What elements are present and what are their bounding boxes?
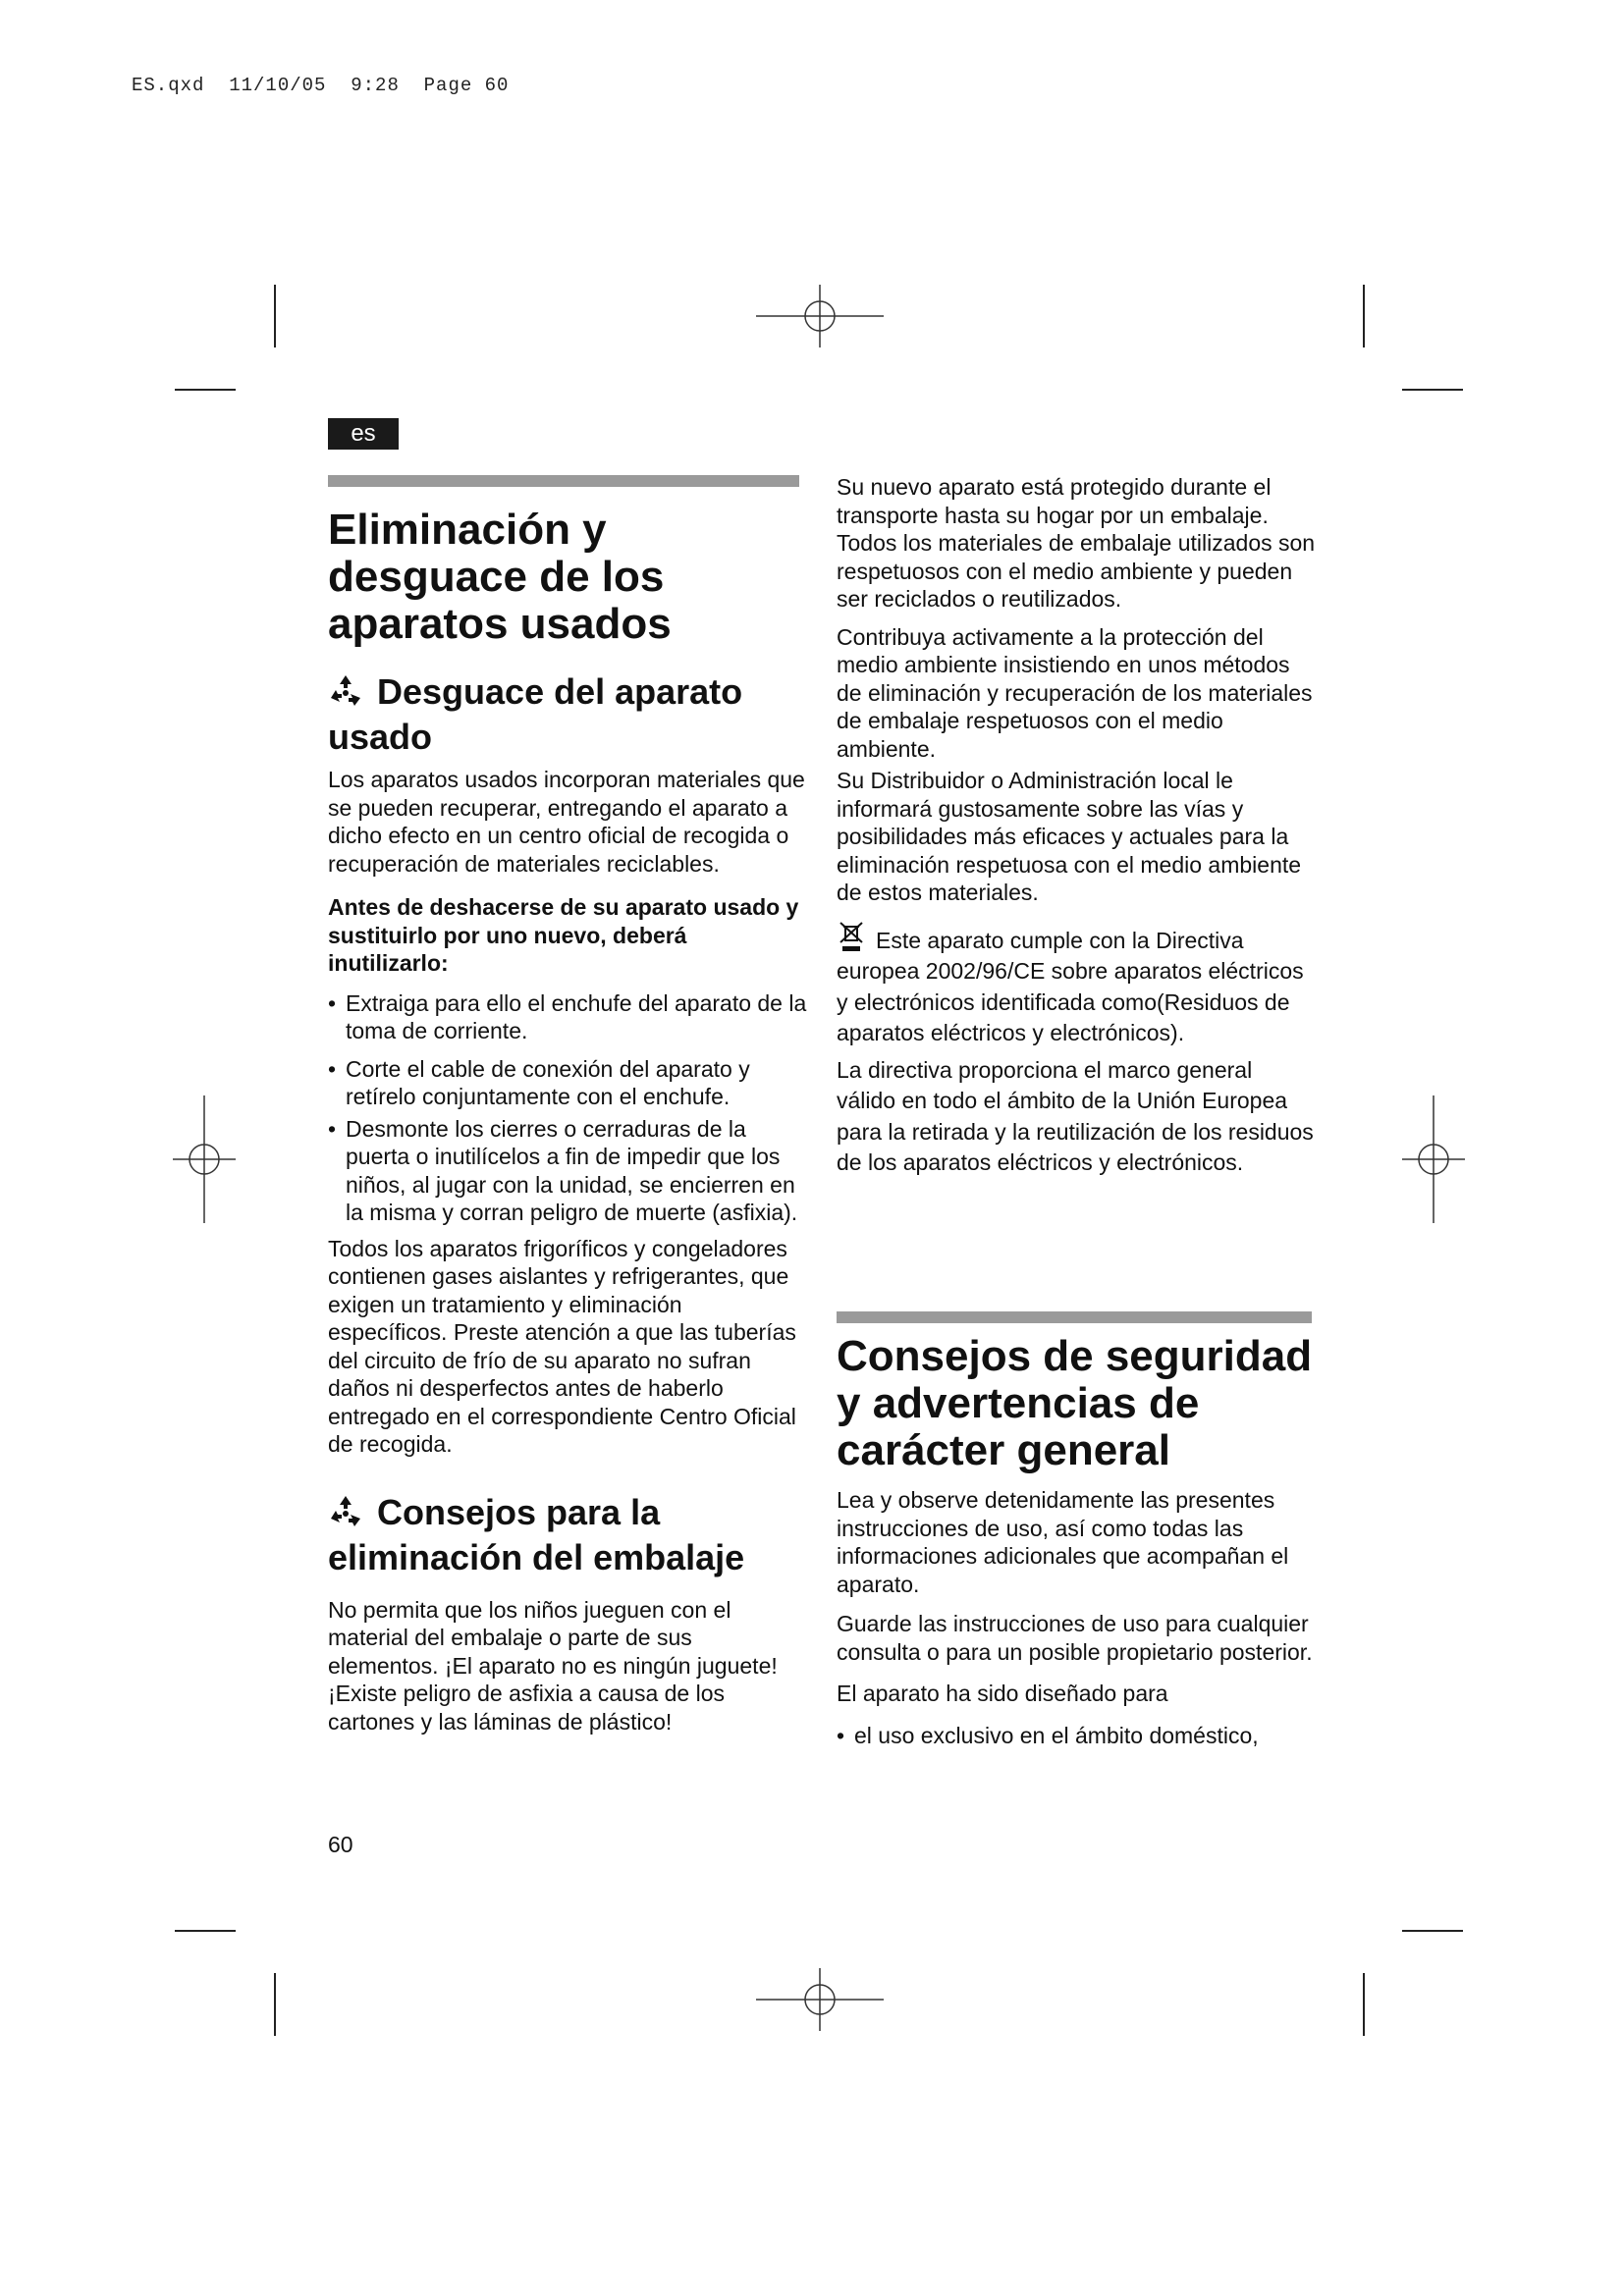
registration-mark-top [756, 285, 884, 347]
section-rule-right [837, 1311, 1312, 1323]
crop-mark-bottom-right-horizontal [1402, 1930, 1463, 1932]
refrigerant-paragraph: Todos los aparatos frigoríficos y congeladores contienen gases aislantes y refrigerantes, que exigen un tratamiento y eliminación específicos. Preste atención a que las tuberías del circuito de frío de su aparato no sufran daños ni desperfectos antes de haberlo entregado en el correspondiente Centro Oficial de recogida. [328, 1235, 796, 1457]
crossed-bin-icon [837, 921, 866, 952]
registration-mark-right [1402, 1095, 1465, 1223]
crop-mark-bottom-left-vertical [274, 1973, 276, 2036]
weee-paragraph [837, 921, 1316, 1049]
main-title: Eliminación y desguace de los aparatos usados [328, 506, 672, 648]
packaging-protection-paragraph: Su nuevo aparato está protegido durante el transporte hasta su hogar por un embalaje. Todos los materiales de embalaje utilizados son respetuosos con el medio ambiente y pueden ser reciclados o reutilizados. [837, 474, 1316, 612]
read-instructions-paragraph: Lea y observe detenidamente las presentes instrucciones de uso, así como todas las informaciones adicionales que acompañan el aparato. [837, 1487, 1289, 1597]
directive-paragraph: La directiva proporciona el marco general válido en todo el ámbito de la Unión Europea para la retirada y la reutilización de los residuos de los aparatos eléctricos y electrónicos. [837, 1056, 1314, 1175]
left-column [328, 507, 807, 1735]
disposal-steps-list [328, 989, 807, 1227]
section-rule-left [328, 475, 799, 487]
section-heading-disposal [328, 669, 807, 760]
crop-mark-bottom-left-horizontal [175, 1930, 236, 1932]
registration-mark-left [173, 1095, 236, 1223]
crop-mark-top-left-vertical [274, 285, 276, 347]
keep-instructions-paragraph: Guarde las instrucciones de uso para cualquier consulta o para un posible propietario posterior. [837, 1611, 1313, 1665]
distributor-paragraph: Su Distribuidor o Administración local le informará gustosamente sobre las vías y posibilidades más eficaces y actuales para la eliminación respetuosa con el medio ambiente de estos materiales. [837, 768, 1302, 905]
usage-list [837, 1722, 1316, 1750]
section-heading-disposal-text: Desguace del aparato usado [328, 671, 743, 757]
list-item: • el uso exclusivo en el ámbito doméstico, [837, 1722, 1316, 1750]
list-item: • Desmonte los cierres o cerraduras de la puerta o inutilícelos a fin de impedir que los niños, al jugar con la unidad, se encierren en la misma y corran peligro de muerte (asfixia). [328, 1115, 807, 1227]
crop-mark-top-right-vertical [1363, 285, 1365, 347]
disposal-warning: Antes de deshacerse de su aparato usado y sustituirlo por uno nuevo, deberá inutilizarlo: [328, 894, 799, 976]
list-item: • Corte el cable de conexión del aparato y retírelo conjuntamente con el enchufe. [328, 1055, 807, 1111]
recycle-icon [328, 672, 363, 708]
weee-paragraph-text: Este aparato cumple con la Directiva europea 2002/96/CE sobre aparatos eléctricos y electrónicos identificada como(Residuos de aparatos eléctricos y electrónicos). [837, 927, 1304, 1045]
crop-mark-top-right-horizontal [1402, 389, 1463, 391]
file-info-header: ES.qxd 11/10/05 9:28 Page 60 [132, 75, 510, 96]
crop-mark-top-left-horizontal [175, 389, 236, 391]
language-tag: es [328, 418, 399, 450]
right-column-lower [837, 1333, 1316, 1749]
section-heading-packaging-text: Consejos para la eliminación del embalaje [328, 1491, 745, 1577]
section-heading-packaging [328, 1490, 807, 1580]
right-column [837, 473, 1316, 1179]
safety-title: Consejos de seguridad y advertencias de carácter general [837, 1332, 1313, 1474]
list-item: • Extraiga para ello el enchufe del aparato de la toma de corriente. [328, 989, 807, 1045]
designed-for-paragraph: El aparato ha sido diseñado para [837, 1681, 1168, 1706]
registration-mark-bottom [756, 1968, 884, 2031]
recycle-icon [328, 1493, 363, 1528]
crop-mark-bottom-right-vertical [1363, 1973, 1365, 2036]
environment-paragraph: Contribuya activamente a la protección del medio ambiente insistiendo en unos métodos de eliminación y recuperación de los materiales de embalaje respetuosos con el medio ambiente. [837, 623, 1313, 762]
packaging-paragraph: No permita que los niños jueguen con el material del embalaje o parte de sus elementos. ¡El aparato no es ningún juguete! ¡Existe peligro de asfixia a causa de los cartones y las láminas de plástico! [328, 1596, 778, 1735]
disposal-intro: Los aparatos usados incorporan materiales que se pueden recuperar, entregando el aparato a dicho efecto en un centro oficial de recogida o recuperación de materiales reciclables. [328, 767, 805, 877]
page-number: 60 [328, 1832, 353, 1857]
